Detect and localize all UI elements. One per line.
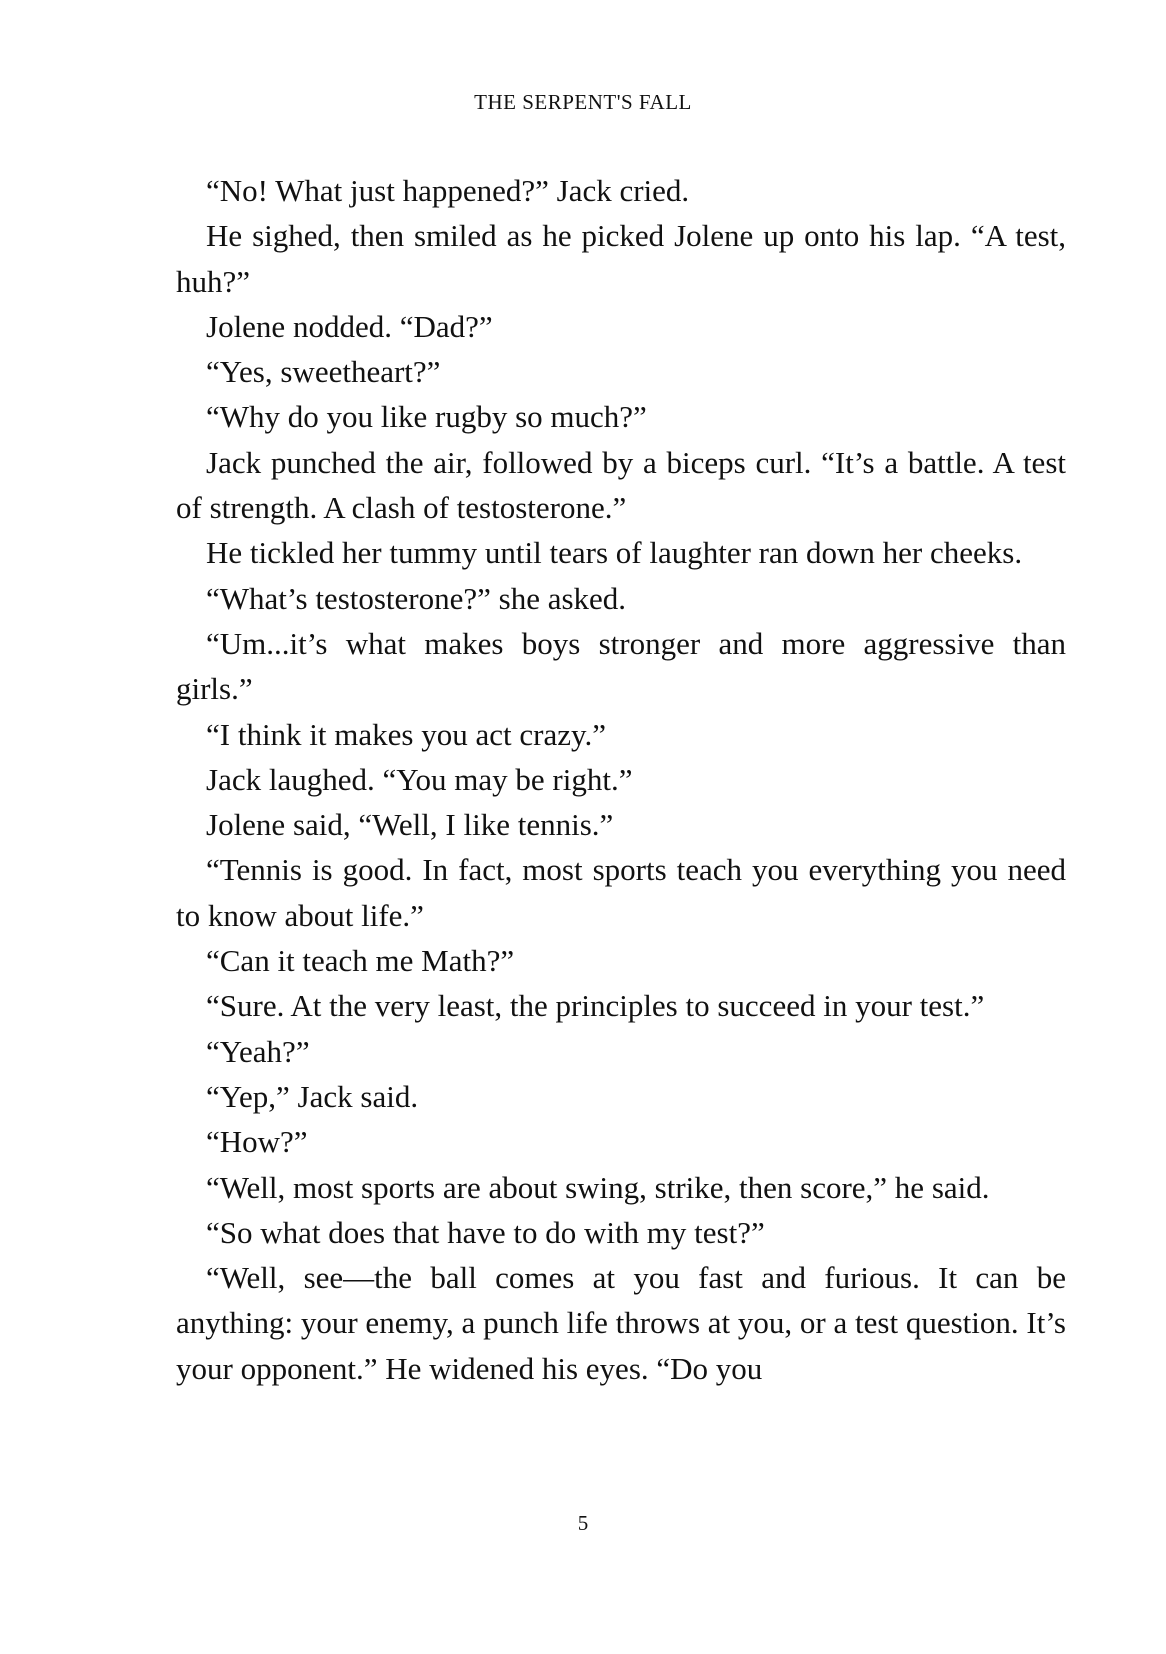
paragraph: “Can it teach me Math?” — [206, 943, 515, 979]
paragraph: “No! What just happened?” Jack cried. — [206, 173, 690, 208]
paragraph: “How?” — [206, 1124, 308, 1160]
paragraph: “Yeah?” — [206, 1033, 310, 1069]
paragraph: “Um...it’s what makes boys stronger and more aggressive than girls.” — [176, 625, 1066, 707]
paragraph: He sighed, then smiled as he picked Jolene up onto his lap. “A test, huh?” — [176, 218, 1066, 299]
paragraph: “Yes, sweetheart?” — [206, 354, 441, 390]
paragraph: Jolene said, “Well, I like tennis.” — [206, 807, 614, 843]
paragraph: Jack punched the air, followed by a biceps curl. “It’s a battle. A test of strength. A clash of testosterone.” — [176, 444, 1066, 526]
paragraph: Jolene nodded. “Dad?” — [206, 308, 493, 344]
paragraph: “Sure. At the very least, the principles to succeed in your test.” — [206, 988, 985, 1024]
paragraph: “Tennis is good. In fact, most sports teach you everything you need to know about life.” — [176, 852, 1066, 933]
running-head: THE SERPENT'S FALL — [474, 90, 692, 114]
paragraph: He tickled her tummy until tears of laughter ran down her cheeks. — [206, 535, 1023, 571]
paragraph: Jack laughed. “You may be right.” — [206, 761, 633, 797]
body-text — [176, 168, 1066, 1391]
paragraph: “Well, most sports are about swing, strike, then score,” he said. — [206, 1169, 990, 1205]
paragraph: “Why do you like rugby so much?” — [206, 399, 647, 435]
paragraph: “Well, see—the ball comes at you fast and furious. It can be anything: your enemy, a punch life throws at you, or a test question. It’s your opponent.” He widened his eyes. “Do you — [176, 1260, 1066, 1386]
paragraph: “What’s testosterone?” she asked. — [206, 580, 627, 616]
paragraph: “Yep,” Jack said. — [206, 1078, 419, 1114]
paragraph: “I think it makes you act crazy.” — [206, 716, 606, 752]
paragraph: “So what does that have to do with my test?” — [206, 1214, 765, 1250]
page-number: 5 — [577, 1511, 589, 1535]
